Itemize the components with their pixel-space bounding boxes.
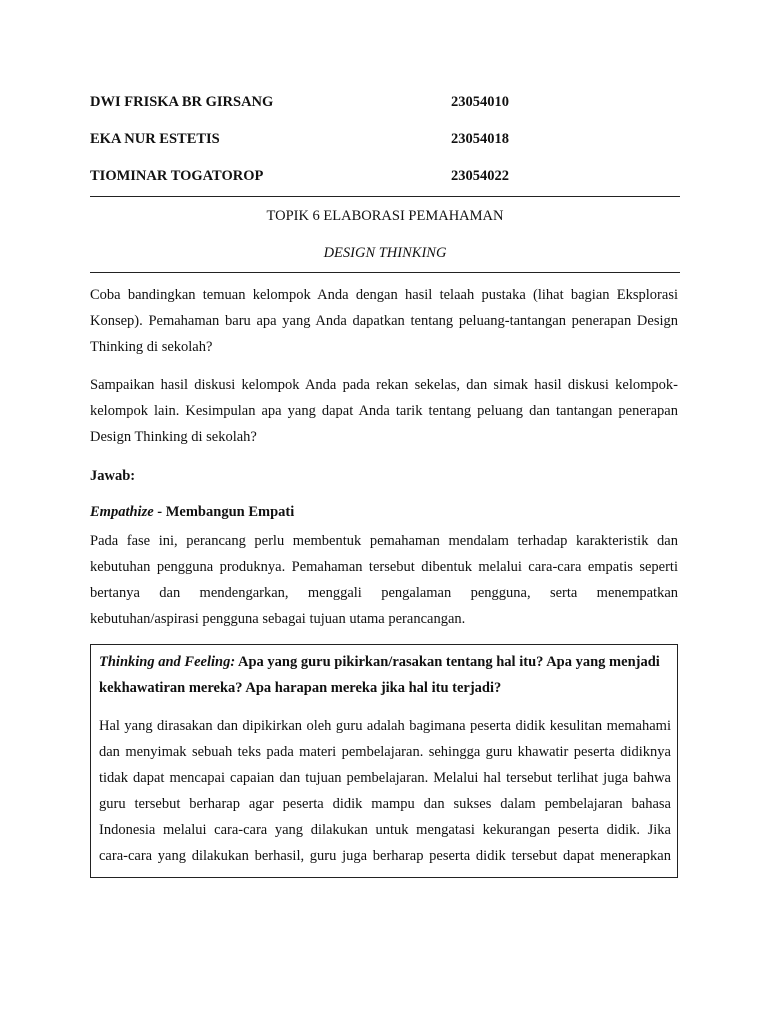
- text-line: [99, 649, 671, 675]
- bottom-rule: [90, 272, 680, 273]
- text-line: dan menyimak sebuah teks pada materi pembelajaran. sehingga guru khawatir peserta didiknya: [99, 744, 671, 760]
- text-line: tidak dapat mencapai capaian dan tujuan pembelajaran. Melalui hal tersebut terlihat juga bahwa: [99, 770, 671, 786]
- box-question-emphasis: Thinking and Feeling:: [99, 654, 236, 670]
- question-1: [90, 282, 678, 360]
- question-2: [90, 372, 678, 450]
- text-line: Thinking di sekolah?: [90, 339, 213, 355]
- text-line: Konsep). Pemahaman baru apa yang Anda dapatkan tentang peluang-tantangan penerapan Design: [90, 313, 678, 329]
- text-line: kebutuhan pengguna produknya. Pemahaman tersebut dibentuk melalui cara-cara empatis seperti: [90, 559, 678, 575]
- top-rule: [90, 196, 680, 197]
- member-name: TIOMINAR TOGATOROP: [90, 168, 264, 184]
- text-line: bertanya dan mendengarkan, menggali pengalaman pengguna, serta menempatkan: [90, 585, 678, 601]
- member-nim: 23054010: [451, 94, 509, 110]
- text-line: kelompok lain. Kesimpulan apa yang dapat Anda tarik tentang peluang dan tantangan penerapan: [90, 403, 678, 419]
- box-question-line2: kekhawatiran mereka? Apa harapan mereka jika hal itu terjadi?: [99, 680, 502, 696]
- section-body: [90, 528, 678, 632]
- section-heading: [90, 502, 294, 522]
- text-line: Pada fase ini, perancang perlu membentuk pemahaman mendalam terhadap karakteristik dan: [90, 533, 678, 549]
- box-question: [99, 649, 671, 701]
- text-line: kebutuhan/aspirasi pengguna sebagai tujuan utama perancangan.: [90, 611, 466, 627]
- answer-label: Jawab:: [90, 468, 136, 484]
- thinking-feeling-box: [90, 644, 678, 878]
- text-line: Hal yang dirasakan dan dipikirkan oleh guru adalah bagimana peserta didik kesulitan memahami: [99, 718, 671, 734]
- section-heading-emphasis: Empathize: [90, 504, 154, 520]
- member-nim: 23054022: [451, 168, 509, 184]
- text-line: Design Thinking di sekolah?: [90, 429, 257, 445]
- text-line: Sampaikan hasil diskusi kelompok Anda pada rekan sekelas, dan simak hasil diskusi kelompok-: [90, 377, 678, 393]
- member-nim: 23054018: [451, 131, 509, 147]
- member-name: EKA NUR ESTETIS: [90, 131, 220, 147]
- document-title: TOPIK 6 ELABORASI PEMAHAMAN: [266, 208, 504, 224]
- member-name: DWI FRISKA BR GIRSANG: [90, 94, 274, 110]
- box-question-line1: Apa yang guru pikirkan/rasakan tentang hal itu? Apa yang menjadi: [235, 654, 660, 670]
- text-line: guru tersebut berharap agar peserta didik mampu dan sukses dalam pembelajaran bahasa: [99, 796, 671, 812]
- section-heading-rest: - Membangun Empati: [153, 504, 295, 520]
- text-line: cara-cara yang dilakukan berhasil, guru juga berharap peserta didik tersebut dapat menerapkan: [99, 848, 671, 864]
- text-line: Coba bandingkan temuan kelompok Anda dengan hasil telaah pustaka (lihat bagian Eksplorasi: [90, 287, 678, 303]
- text-line: Indonesia melalui cara-cara yang dilakukan untuk mengatasi kekurangan peserta didik. Jika: [99, 822, 671, 838]
- document-subtitle: DESIGN THINKING: [323, 245, 447, 261]
- box-answer: [99, 713, 671, 869]
